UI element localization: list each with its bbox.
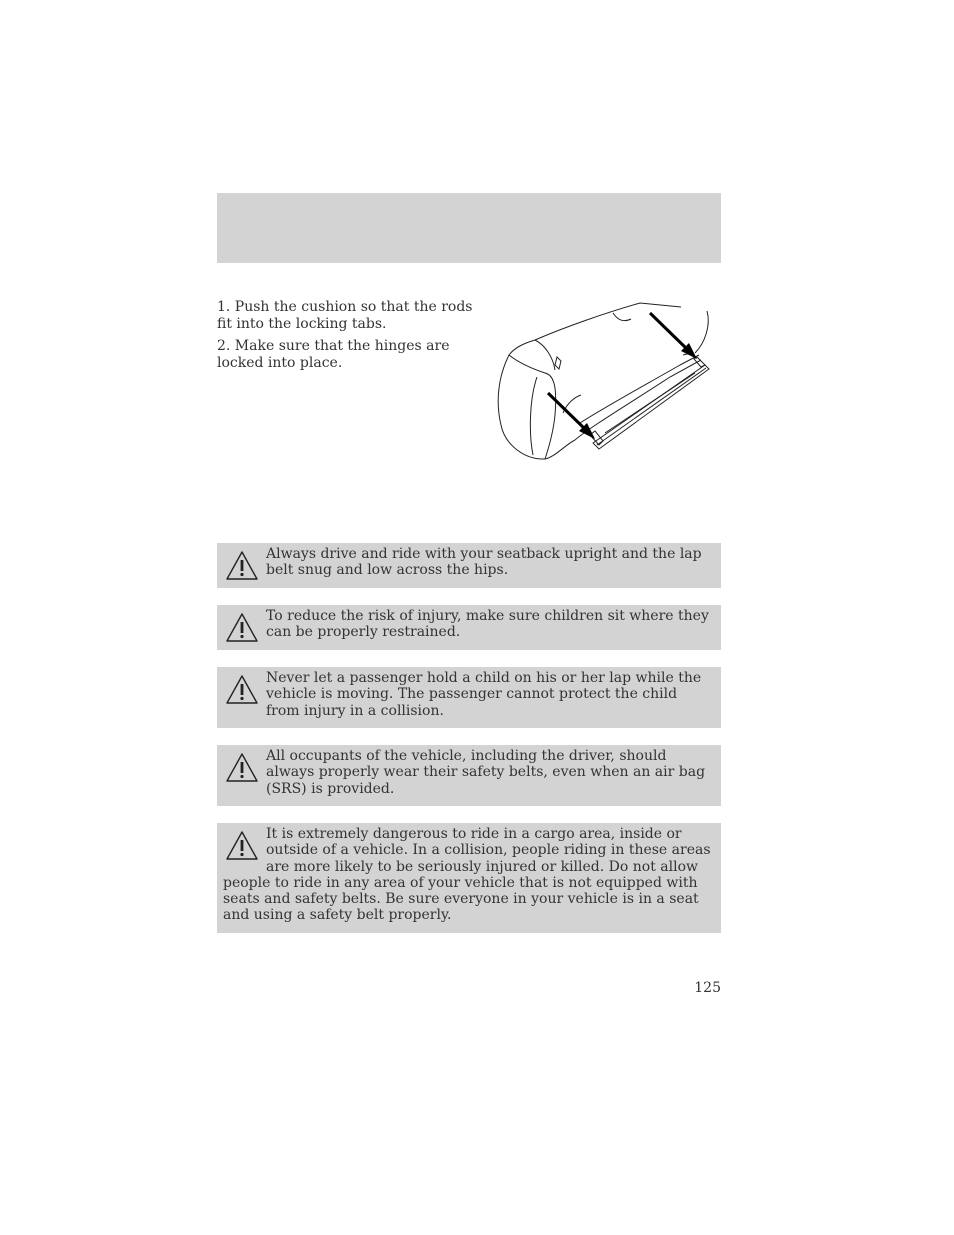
warning-box-children xyxy=(217,605,721,650)
instruction-steps xyxy=(217,299,477,377)
warning-text: To reduce the risk of injury, make sure children sit where they can be properly restrained. xyxy=(266,608,709,641)
section-header-band xyxy=(217,193,721,263)
warning-box-lap-child xyxy=(217,667,721,728)
warning-box-cargo-area xyxy=(217,823,721,933)
warning-text: Always drive and ride with your seatback upright and the lap belt snug and low across the hips. xyxy=(266,546,702,579)
warning-triangle-icon xyxy=(224,673,260,705)
warning-triangle-icon xyxy=(224,549,260,581)
warning-text: Never let a passenger hold a child on his or her lap while the vehicle is moving. The passenger cannot protect the child from injury in a collision. xyxy=(266,670,702,719)
warning-triangle-icon xyxy=(224,751,260,783)
warning-box-safety-belts xyxy=(217,745,721,806)
warning-text: It is extremely dangerous to ride in a cargo area, inside or outside of a vehicle. In a collision, people riding in these areas are more likely to be seriously injured or killed. Do not allow people to ride in any area of your vehicle that is not equipped with seats and safety belts. Be sure everyone in your vehicle is in a seat and using a safety belt properly. xyxy=(223,826,711,924)
warning-text: All occupants of the vehicle, including the driver, should always properly wear their safety belts, even when an air bag (SRS) is provided. xyxy=(266,748,706,797)
warning-box-seatback xyxy=(217,543,721,588)
step-1: 1. Push the cushion so that the rods fit into the locking tabs. xyxy=(217,299,473,332)
page-number: 125 xyxy=(694,980,721,996)
warning-triangle-icon xyxy=(224,829,260,861)
warning-triangle-icon xyxy=(224,611,260,643)
step-2: 2. Make sure that the hinges are locked into place. xyxy=(217,338,450,371)
seat-cushion-hinge-illustration xyxy=(495,295,717,467)
